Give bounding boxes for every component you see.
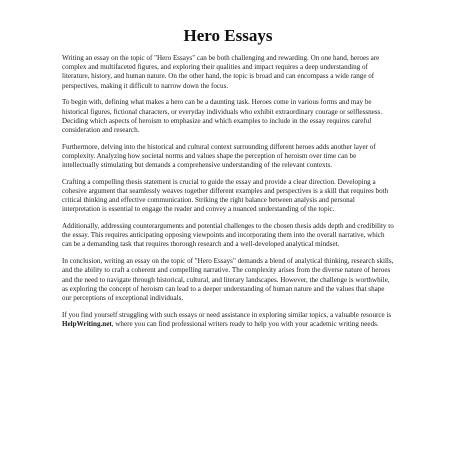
paragraph-historical-context: Furthermore, delving into the historical and cultural context surrounding different heroes adds another layer of complexity. Analyzing how societal norms and values shape the perception of heroism over time can be intellectually stimulating but demands a comprehensive understanding of the relevant contexts. (62, 142, 376, 170)
resource-text-before: If you find yourself struggling with such essays or need assistance in exploring similar topics, a valuable resource is (62, 310, 392, 319)
paragraph-intro: Writing an essay on the topic of "Hero Essays" can be both challenging and rewarding. On one hand, heroes are complex and multifaceted figures, and exploring their qualities and impact requires a deep understanding of literature, history, and human nature. On the other hand, the topic is broad and can encompass a wide range of perspectives, making it difficult to narrow down the focus. (62, 54, 380, 90)
document-page (62, 26, 394, 337)
paragraph-conclusion: In conclusion, writing an essay on the topic of "Hero Essays" demands a blend of analytical thinking, research skills, and the ability to craft a coherent and compelling narrative. The complexity arises from the diverse nature of heroes and the need to navigate through historical, cultural, and literary landscapes. However, the challenge is worthwhile, as exploring the concept of heroism can lead to a deeper understanding of human nature and the values that shape our perceptions of exceptional individuals. (62, 257, 394, 302)
document-title: Hero Essays (183, 26, 273, 45)
resource-text-after: , where you can find professional writers ready to help you with your academic writing needs. (111, 319, 379, 328)
paragraph-resource (62, 311, 394, 329)
paragraph-thesis: Crafting a compelling thesis statement is crucial to guide the essay and provide a clear direction. Developing a cohesive argument that seamlessly weaves together different examples and perspectives is a skill that requires both critical thinking and effective communication. Striking the right balance between analysis and personal interpretation is essential to engage the reader and convey a nuanced understanding of the topic. (62, 177, 389, 214)
paragraph-counterarguments: Additionally, addressing counterarguments and potential challenges to the chosen thesis adds depth and credibility to the essay. This requires anticipating opposing viewpoints and incorporating them into the overall narrative, which can be a demanding task that requires thorough research and a well-developed analytical mindset. (62, 222, 394, 249)
resource-link[interactable]: HelpWriting.net (62, 319, 112, 328)
paragraph-defining-hero: To begin with, defining what makes a hero can be a daunting task. Heroes come in various forms and may be historical figures, fictional characters, or everyday individuals who exhibit extraordinary courage or selflessness. Deciding which aspects of heroism to emphasize and which examples to include in the essay requires careful consideration and research. (62, 98, 383, 134)
